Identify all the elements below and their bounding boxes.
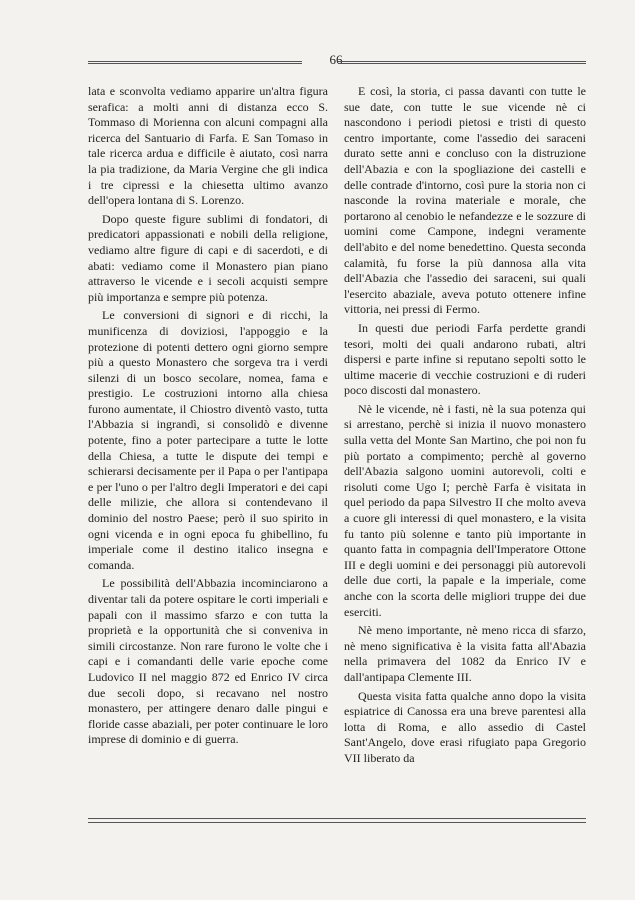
paragraph: lata e sconvolta vediamo apparire un'altra figura serafica: a molti anni di distanza ecco S. Tommaso di Morienna con alcuni compagni alla ricerca del Santuario di Farfa. E San Tomaso in tale ricerca ardua e difficile è aiutato, così narra la pia tradizione, da Maria Vergine che gli indica i tre cipressi e la chiesetta ultimo avanzo dell'opera lontana di S. Lorenzo. xyxy=(88,84,328,208)
footer-rule-bottom xyxy=(88,822,586,823)
left-column xyxy=(88,84,328,751)
right-column xyxy=(344,84,586,770)
paragraph: Le possibilità dell'Abbazia incominciarono a diventar tali da potere ospitare le corti imperiali e papali con il massimo sfarzo e con tutta la proprietà e la opportunità che si conveniva in simili circostanze. Non rare furono le volte che i capi e i comandanti delle varie epoche come Ludovico II nel maggio 872 ed Enrico IV circa due secoli dopo, si recavano nel nostro monastero, per attingere denaro dalle pingui e floride casse abaziali, per poter continuare le loro imprese di dominio e di guerra. xyxy=(88,576,328,747)
paragraph: Dopo queste figure sublimi di fondatori, di predicatori appassionati e nobili della religione, vediamo altre figure di capi e di sacerdoti, e di abati: vediamo come il Monastero pian piano attraverso le vicende e i secoli acquisti sempre più importanza e sempre più potenza. xyxy=(88,211,328,304)
paragraph: Questa visita fatta qualche anno dopo la visita espiatrice di Canossa era una breve parentesi alla lotta di Roma, e allo assedio di Castel Sant'Angelo, dove erasi rifugiato papa Gregorio VII liberato da xyxy=(344,688,586,765)
paragraph: E così, la storia, ci passa davanti con tutte le sue date, con tutte le sue vicende nè ci nascondono i periodi pietosi e tristi di questo centro importante, come l'assedio dei saraceni durato sette anni e concluso con la distruzione dell'Abazia e con la spogliazione dei castelli e delle contrade d'intorno, così pure la storia non ci nasconde la rovina materiale e morale, che portarono al cenobio le nefandezze e le sozzure di uomini come Campone, indegni veramente dell'abito e del nome benedettino. Questa seconda calamità, fu forse la più dannosa alla vita dell'Abazia che l'assedio dei saraceni, sui quali l'esercito abaziale, aveva potuto ottenere infine vittoria, nei pressi di Fermo. xyxy=(344,84,586,317)
paragraph: Nè meno importante, nè meno ricca di sfarzo, nè meno significativa è la visita fatta all'Abazia nella primavera del 1082 da Enrico IV e dall'antipapa Clemente III. xyxy=(344,623,586,684)
header-rule-right xyxy=(338,61,586,64)
page-footer-rule xyxy=(88,818,586,826)
page-header xyxy=(88,52,586,72)
paragraph: Le conversioni di signori e di ricchi, la munificenza di doviziosi, l'appoggio e la protezione di potenti dettero ogni giorno sempre più a questo Monastero che sorgeva tra i verdi silenzi di un bosco secolare, nomea, fama e prestigio. Le costruzioni intorno alla chiesa furono aumentate, il Chiostro diventò vasto, tutta l'Abbazia si ingrandì, si consolidò e divenne potente, fino a poter partecipare a tutte le lotte della Chiesa, a tutte le dispute dei tempi e schierarsi decisamente per il Papa o per l'antipapa e per l'uno o per l'altro degli Imperatori e dei capi delle milizie, che allora si contendevano il dominio del nostro Paese; però il suo spirito in ogni vicenda e in ogni epoca fu ghibellino, fu imperiale come il destino italico insegna e comanda. xyxy=(88,308,328,572)
page-number: 66 xyxy=(329,52,343,67)
footer-rule-top xyxy=(88,818,586,819)
paragraph: In questi due periodi Farfa perdette grandi tesori, molti dei quali andarono rubati, altri dispersi e parte infine si reputano sepolti sotto le ultime macerie di vecchie costruzioni e di ruderi poco discosti dal monastero. xyxy=(344,320,586,398)
header-rule-left xyxy=(88,61,302,64)
paragraph: Nè le vicende, nè i fasti, nè la sua potenza qui si arrestano, perchè si inizia il nuovo monastero sulla vetta del Monte San Martino, che poi non fu più portato a compimento; perchè al governo dell'Abazia salgono uomini autorevoli, colti e risoluti come Ugo I; perchè Farfa è visitata in quel periodo da papa Silvestro II che molto aveva a cuore gli interessi di quel monastero, e la visita fu tanto più solenne e tanto più importante in quanto fatta in compagnia dell'Imperatore Ottone III e degli uomini e dei personaggi più autorevoli delle due corti, la papale e la imperiale, come anche con la scorta delle migliori truppe dei due eserciti. xyxy=(344,401,586,619)
